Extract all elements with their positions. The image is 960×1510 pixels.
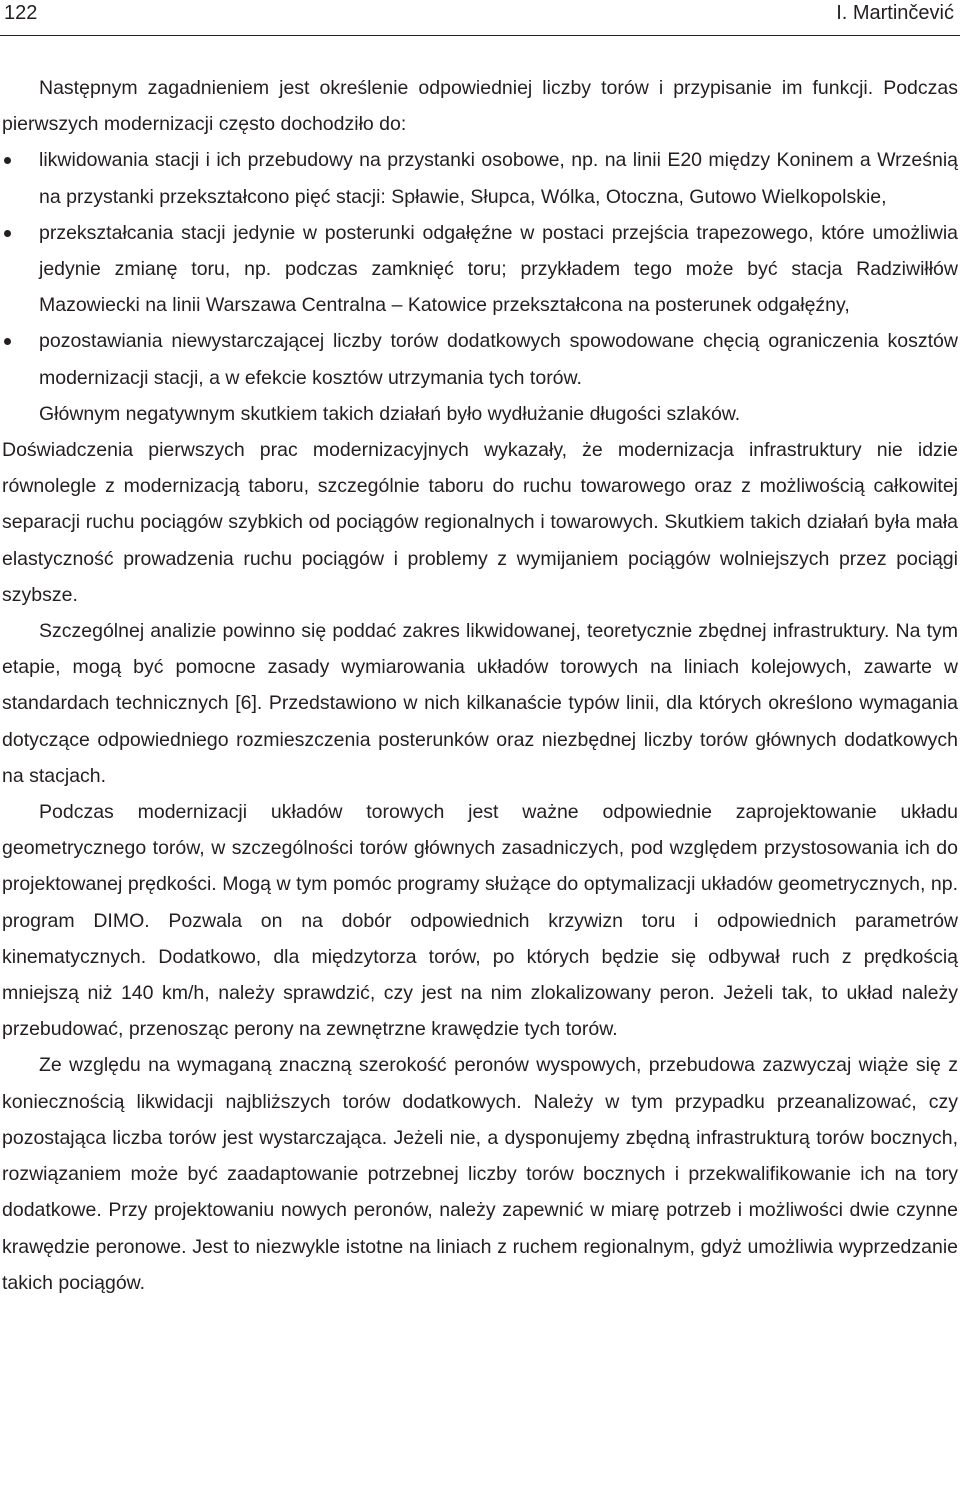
list-item-text: pozostawiania niewystarczającej liczby torów dodatkowych spowodowane chęcią ograniczenia kosztów modernizacji stacji, a w efekcie kosztów utrzymania tych torów. — [39, 330, 958, 389]
intro-paragraph: Następnym zagadnieniem jest określenie odpowiedniej liczby torów i przypisanie im funkcji. Podczas pierwszych modernizacji często dochodziło do: — [2, 77, 958, 136]
bullet-list — [2, 142, 958, 395]
bullet-conclusion: Głównym negatywnym skutkiem takich działań było wydłużanie długości szlaków. — [39, 402, 741, 425]
bullet-icon — [4, 230, 11, 237]
paragraph: Podczas modernizacji układów torowych jest ważne odpowiednie zaprojektowanie układu geometrycznego torów, w szczególności torów głównych zasadniczych, pod względem przystosowania ich do projektowanej prędkości. Mogą w tym pomóc programy służące do optymalizacji układów geometrycznych, np. program DIMO. Pozwala on na dobór odpowiednich krzywizn toru i odpowiednich parametrów kinematycznych. Dodatkowo, dla międzytorza torów, po których będzie się odbywał ruch z prędkością mniejszą niż 140 km/h, należy sprawdzić, czy jest na nim zlokalizowany peron. Jeżeli tak, to układ należy przebudować, przenosząc perony na zewnętrzne krawędzie tych torów. — [2, 801, 958, 1041]
bullet-icon — [4, 338, 11, 345]
page-header — [0, 0, 960, 36]
list-item — [2, 215, 958, 324]
list-item-text: przekształcania stacji jedynie w posterunki odgałęźne w postaci przejścia trapezowego, które umożliwia jedynie zmianę toru, np. podczas zamknięć toru; przykładem tego może być stacja Radziwiłłów Mazowiecki na linii Warszawa Centralna – Katowice przekształcona na posterunek odgałęźny, — [39, 221, 958, 317]
list-item — [2, 142, 958, 214]
paragraph: Szczególnej analizie powinno się poddać zakres likwidowanej, teoretycznie zbędnej infrastruktury. Na tym etapie, mogą być pomocne zasady wymiarowania układów torowych na liniach kolejowych, zawarte w standardach technicznych [6]. Przedstawiono w nich kilkanaście typów linii, dla których określono wymagania dotyczące odpowiedniego rozmieszczenia posterunków oraz niezbędnej liczby torów głównych dodatkowych na stacjach. — [2, 620, 958, 787]
bullet-icon — [4, 157, 11, 164]
page-number: 122 — [4, 2, 38, 24]
list-item — [2, 323, 958, 395]
paragraph: Ze względu na wymaganą znaczną szerokość peronów wyspowych, przebudowa zazwyczaj wiąże się z koniecznością likwidacji najbliższych torów dodatkowych. Należy w tym przypadku przeanalizować, czy pozostająca liczba torów jest wystarczająca. Jeżeli nie, a dysponujemy zbędną infrastrukturą torów bocznych, rozwiązaniem może być zaadaptowanie potrzebnej liczby torów bocznych i przekwalifikowanie ich na tory dodatkowe. Przy projektowaniu nowych peronów, należy zapewnić w miarę potrzeb i możliwości dwie czynne krawędzie peronowe. Jest to niezwykle istotne na liniach z ruchem regionalnym, gdyż umożliwia wyprzedzanie takich pociągów. — [2, 1054, 958, 1294]
article-body — [2, 70, 958, 1301]
running-head-author: I. Martinčević — [836, 2, 954, 24]
paragraph: Doświadczenia pierwszych prac modernizacyjnych wykazały, że modernizacja infrastruktury nie idzie równolegle z modernizacją taboru, szczególnie taboru do ruchu towarowego oraz z możliwością całkowitej separacji ruchu pociągów szybkich od pociągów regionalnych i towarowych. Skutkiem takich działań była mała elastyczność prowadzenia ruchu pociągów i problemy z wymijaniem pociągów wolniejszych przez pociągi szybsze. — [2, 439, 958, 606]
list-item-text: likwidowania stacji i ich przebudowy na przystanki osobowe, np. na linii E20 między Koninem a Wrześnią na przystanki przekształcono pięć stacji: Spławie, Słupca, Wólka, Otoczna, Gutowo Wielkopolskie, — [39, 149, 958, 208]
